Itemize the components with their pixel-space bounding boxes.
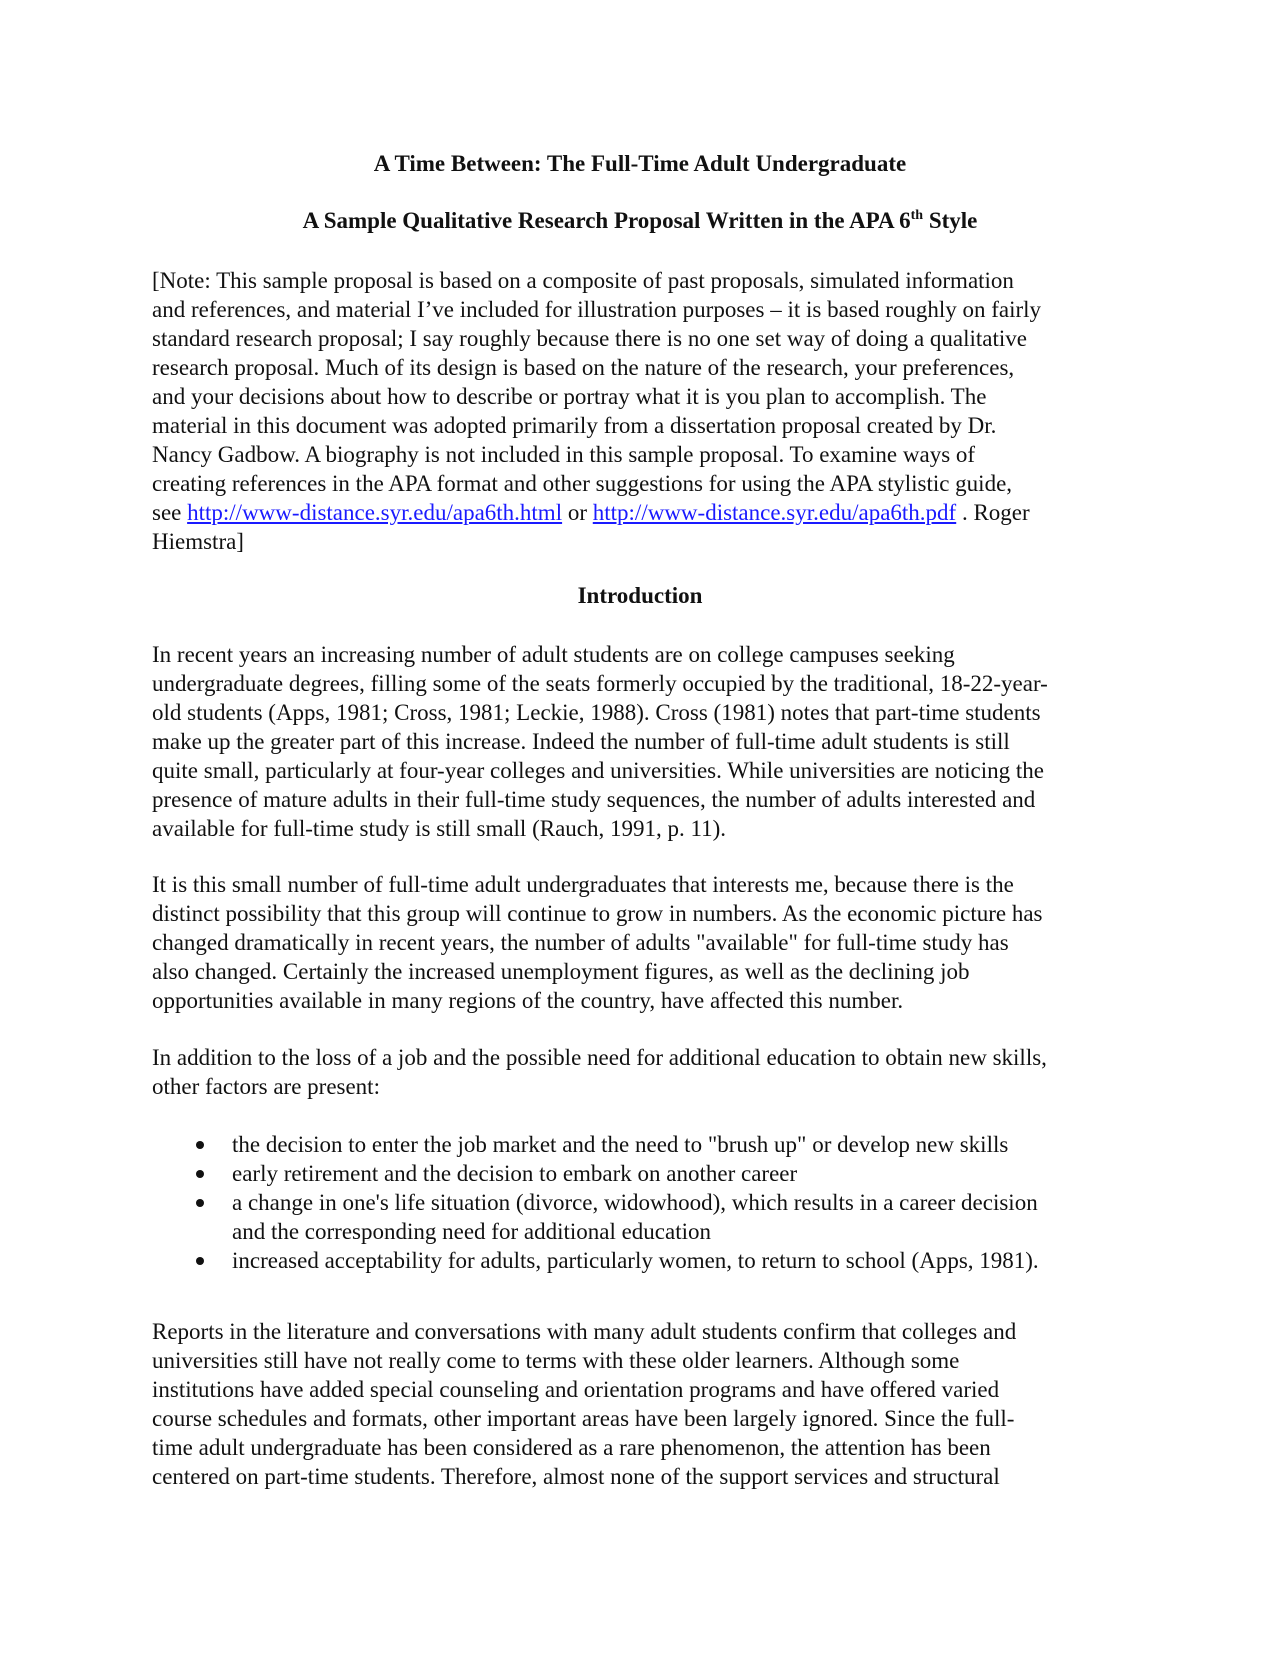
paragraph-line: make up the greater part of this increase. Indeed the number of full-time adult students is still bbox=[152, 729, 1010, 754]
paragraph-line: It is this small number of full-time adult undergraduates that interests me, because there is the bbox=[152, 872, 1014, 897]
paragraph-line: centered on part-time students. Therefore, almost none of the support services and structural bbox=[152, 1464, 1000, 1489]
note-line: material in this document was adopted primarily from a dissertation proposal created by Dr. bbox=[152, 413, 997, 438]
apa6th-html-link[interactable]: http://www-distance.syr.edu/apa6th.html bbox=[187, 500, 563, 525]
subtitle-superscript: th bbox=[910, 208, 924, 223]
paragraph-1 bbox=[152, 640, 1142, 843]
list-item-text: the decision to enter the job market and the need to "brush up" or develop new skills bbox=[232, 1132, 1009, 1157]
paragraph-line: quite small, particularly at four-year colleges and universities. While universities are noticing the bbox=[152, 758, 1044, 783]
paragraph-line: time adult undergraduate has been considered as a rare phenomenon, the attention has been bbox=[152, 1435, 991, 1460]
list-item-text: increased acceptability for adults, particularly women, to return to school (Apps, 1981). bbox=[232, 1248, 1039, 1273]
list-item bbox=[152, 1188, 1142, 1246]
paragraph-line: opportunities available in many regions of the country, have affected this number. bbox=[152, 988, 904, 1013]
note-line: research proposal. Much of its design is based on the nature of the research, your preferences, bbox=[152, 355, 1015, 380]
bullet-icon bbox=[196, 1170, 204, 1178]
paragraph-line: presence of mature adults in their full-time study sequences, the number of adults interested and bbox=[152, 787, 1036, 812]
paragraph-4 bbox=[152, 1317, 1142, 1491]
paragraph-line: Reports in the literature and conversations with many adult students confirm that colleges and bbox=[152, 1319, 1017, 1344]
list-item bbox=[152, 1246, 1142, 1275]
factors-list bbox=[152, 1130, 1142, 1275]
or-text: or bbox=[562, 500, 593, 525]
list-item bbox=[152, 1159, 1142, 1188]
document-title: A Time Between: The Full-Time Adult Undergraduate bbox=[373, 151, 907, 176]
paragraph-line: In addition to the loss of a job and the possible need for additional education to obtain new skills, bbox=[152, 1045, 1047, 1070]
paragraph-line: universities still have not really come to terms with these older learners. Although some bbox=[152, 1348, 960, 1373]
paragraph-line: other factors are present: bbox=[152, 1074, 380, 1099]
introduction-heading: Introduction bbox=[577, 583, 703, 608]
list-item-text: early retirement and the decision to embark on another career bbox=[232, 1161, 798, 1186]
author-note bbox=[152, 266, 1142, 556]
list-item-text: a change in one's life situation (divorce, widowhood), which results in a career decision bbox=[232, 1190, 1038, 1215]
paragraph-line: institutions have added special counseling and orientation programs and have offered varied bbox=[152, 1377, 1000, 1402]
subtitle-text: A Sample Qualitative Research Proposal Written in the APA 6 bbox=[302, 208, 911, 233]
note-line: [Note: This sample proposal is based on a composite of past proposals, simulated information bbox=[152, 268, 1014, 293]
bullet-icon bbox=[196, 1141, 204, 1149]
see-text: see bbox=[152, 500, 188, 525]
paragraph-2 bbox=[152, 870, 1142, 1015]
paragraph-line: old students (Apps, 1981; Cross, 1981; Leckie, 1988). Cross (1981) notes that part-time students bbox=[152, 700, 1041, 725]
list-item-text: and the corresponding need for additional education bbox=[232, 1219, 712, 1244]
note-line: standard research proposal; I say roughly because there is no one set way of doing a qualitative bbox=[152, 326, 1027, 351]
note-line: and your decisions about how to describe or portray what it is you plan to accomplish. The bbox=[152, 384, 987, 409]
paragraph-3 bbox=[152, 1043, 1142, 1101]
note-line: creating references in the APA format and other suggestions for using the APA stylistic guide, bbox=[152, 471, 1013, 496]
author-name-text: . Roger bbox=[956, 500, 1030, 525]
apa6th-pdf-link[interactable]: http://www-distance.syr.edu/apa6th.pdf bbox=[592, 500, 957, 525]
paragraph-line: available for full-time study is still small (Rauch, 1991, p. 11). bbox=[152, 816, 727, 841]
note-links-line bbox=[152, 498, 1142, 527]
paragraph-line: changed dramatically in recent years, the number of adults "available" for full-time study has bbox=[152, 930, 1009, 955]
paragraph-line: distinct possibility that this group will continue to grow in numbers. As the economic picture has bbox=[152, 901, 1043, 926]
document-subtitle bbox=[0, 207, 1280, 235]
subtitle-style: Style bbox=[923, 208, 978, 233]
paragraph-line: undergraduate degrees, filling some of the seats formerly occupied by the traditional, 18-22-year- bbox=[152, 671, 1048, 696]
bullet-icon bbox=[196, 1199, 204, 1207]
bullet-icon bbox=[196, 1257, 204, 1265]
note-line: Nancy Gadbow. A biography is not included in this sample proposal. To examine ways of bbox=[152, 442, 976, 467]
note-line: and references, and material I’ve included for illustration purposes – it is based roughly on fairly bbox=[152, 297, 1042, 322]
note-line: Hiemstra] bbox=[152, 529, 244, 554]
paragraph-line: In recent years an increasing number of adult students are on college campuses seeking bbox=[152, 642, 955, 667]
list-item bbox=[152, 1130, 1142, 1159]
paragraph-line: course schedules and formats, other important areas have been largely ignored. Since the full- bbox=[152, 1406, 1015, 1431]
paragraph-line: also changed. Certainly the increased unemployment figures, as well as the declining job bbox=[152, 959, 970, 984]
